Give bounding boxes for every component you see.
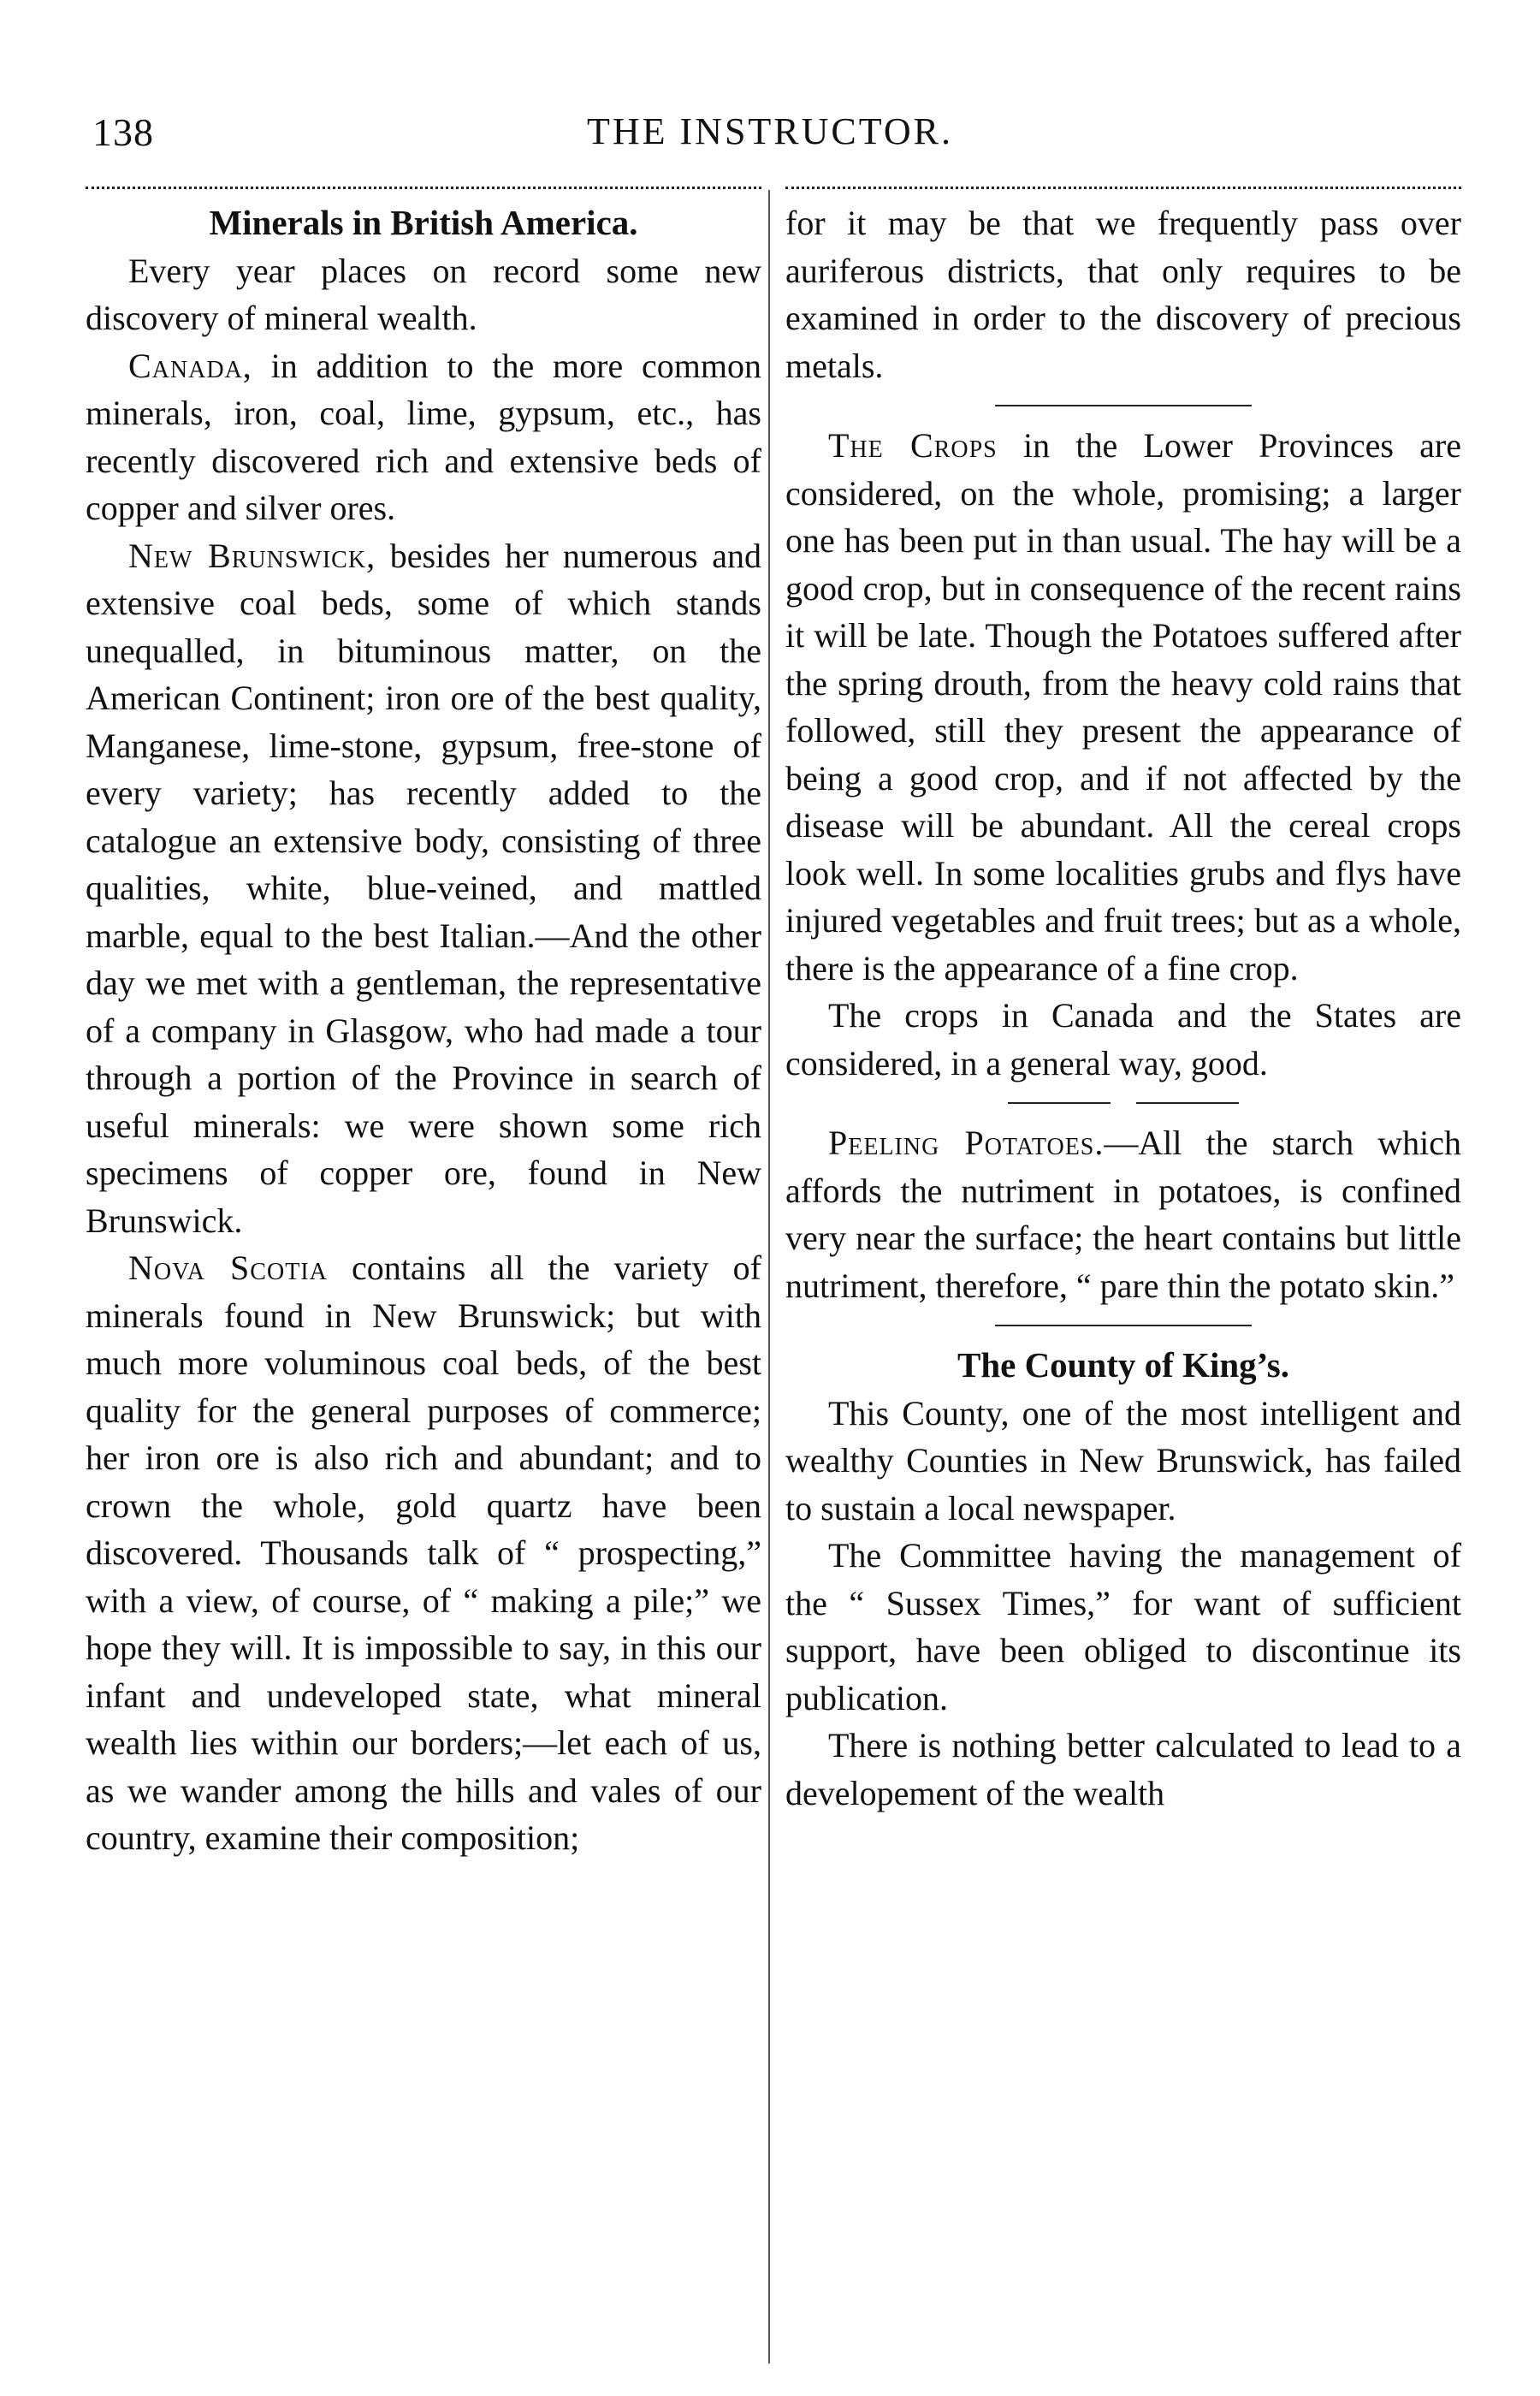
top-rule-right bbox=[785, 187, 1461, 189]
article-heading-minerals: Minerals in British America. bbox=[209, 203, 638, 242]
section-double-rule bbox=[785, 1102, 1461, 1104]
paragraph-county-2: The Committee having the management of the “ Sussex Times,” for want of sufficient support, have been obliged to discontinue its publication. bbox=[785, 1536, 1461, 1717]
paragraph-peeling bbox=[785, 1119, 1461, 1309]
text-new-brunswick: besides her numerous and extensive coal beds, some of which stands unequalled, in bituminous matter, on the American Continent; iron ore of the best quality, Manganese, lime-stone, gypsum, free-stone of every variety; has recently added to the catalogue an extensive body, consisting of three qualities, white, blue-veined, and mattled marble, equal to the best Italian.—And the other day we met with a gentleman, the representative of a company in Glasgow, who had made a tour through a portion of the Province in search of useful minerals: we were shown some rich specimens of copper ore, found in New Brunswick. bbox=[86, 536, 762, 1240]
page-number: 138 bbox=[92, 110, 154, 154]
article-heading-kings: The County of King’s. bbox=[957, 1345, 1290, 1385]
lead-in-crops: The Crops bbox=[828, 426, 998, 465]
paragraph-crops-canada: The crops in Canada and the States are considered, in a general way, good. bbox=[785, 996, 1461, 1082]
section-rule-2 bbox=[995, 1325, 1252, 1326]
paragraph-new-brunswick bbox=[86, 532, 761, 1245]
paragraph-nova-scotia bbox=[86, 1244, 761, 1862]
top-rule-left bbox=[86, 187, 761, 189]
running-head bbox=[0, 110, 1540, 161]
section-rule bbox=[995, 405, 1252, 406]
paragraph-canada bbox=[86, 342, 761, 532]
right-column bbox=[785, 187, 1461, 1817]
paragraph-continued: for it may be that we frequently pass over auriferous districts, that only requires to be examined in order to the discovery of precious metals. bbox=[785, 204, 1461, 385]
text-peeling: —All the starch which affords the nutriment in potatoes, is confined very near the surface; the heart contains but little nutriment, therefore, “ pare thin the potato skin.” bbox=[785, 1124, 1461, 1305]
lead-in-nova-scotia: Nova Scotia bbox=[128, 1248, 328, 1287]
column-divider bbox=[768, 190, 770, 2363]
left-column bbox=[86, 187, 761, 1862]
paragraph-county-1: This County, one of the most intelligent and wealthy Counties in New Brunswick, has failed to sustain a local newspaper. bbox=[785, 1393, 1461, 1527]
text-canada: in addition to the more common minerals, iron, coal, lime, gypsum, etc., has recently discovered rich and extensive beds of copper and silver ores. bbox=[86, 346, 761, 527]
paragraph-county-3: There is nothing better calculated to lead to a developement of the wealth bbox=[785, 1726, 1461, 1812]
paragraph-intro: Every year places on record some new discovery of mineral wealth. bbox=[86, 251, 761, 337]
text-nova-scotia: contains all the variety of minerals found in New Brunswick; but with much more voluminous coal beds, of the best quality for the general purposes of commerce; her iron ore is also rich and abundant; and to crown the whole, gold quartz have been discovered. Thousands talk of “ prospecting,” with a view, of course, of “ making a pile;” we hope they will. It is impossible to say, in this our infant and undeveloped state, what mineral wealth lies within our borders;—let each of us, as we wander among the hills and vales of our country, examine their composition; bbox=[86, 1248, 761, 1857]
journal-title: THE INSTRUCTOR. bbox=[587, 110, 953, 152]
text-crops: in the Lower Provinces are considered, on the whole, promising; a larger one has been put in than usual. The hay will be a good crop, but in consequence of the recent rains it will be late. Though the Potatoes suffered after the spring drouth, from the heavy cold rains that followed, still they present the appearance of being a good crop, and if not affected by the disease will be abundant. All the cereal crops look well. In some localities grubs and flys have injured vegetables and fruit trees; but as a whole, there is the appearance of a fine crop. bbox=[785, 426, 1461, 987]
paragraph-crops bbox=[785, 422, 1461, 992]
lead-in-canada: Canada, bbox=[128, 346, 252, 385]
lead-in-peeling: Peeling Potatoes. bbox=[828, 1124, 1105, 1162]
lead-in-new-brunswick: New Brunswick, bbox=[128, 536, 376, 575]
